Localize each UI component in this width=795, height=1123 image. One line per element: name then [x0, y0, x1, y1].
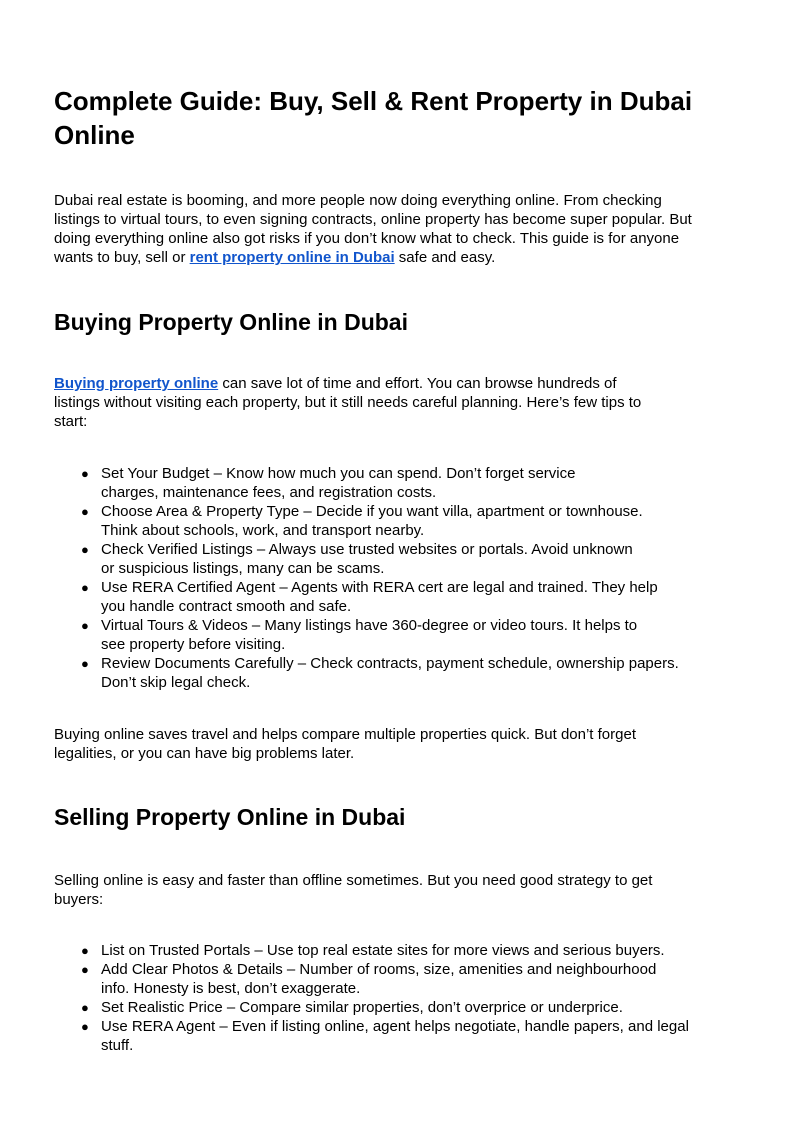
bullet-icon: ● — [81, 618, 89, 633]
list-item-text: Set Realistic Price – Compare similar properties, don’t overprice or underprice. — [101, 999, 623, 1016]
selling-heading: Selling Property Online in Dubai — [54, 804, 406, 830]
list-item-text: Virtual Tours & Videos – Many listings have 360-degree or video tours. It helps to — [101, 617, 638, 634]
bullet-icon: ● — [81, 1019, 89, 1034]
bullet-icon: ● — [81, 466, 89, 481]
bullet-icon: ● — [81, 656, 89, 671]
list-item — [54, 616, 754, 654]
bullet-icon: ● — [81, 542, 89, 557]
list-item — [54, 1017, 754, 1055]
list-item — [54, 464, 754, 502]
intro-line: Dubai real estate is booming, and more people now doing everything online. From checking — [54, 192, 662, 209]
buying-property-online-link[interactable]: Buying property online — [54, 375, 219, 392]
bullet-icon: ● — [81, 580, 89, 595]
list-item-text: Don’t skip legal check. — [101, 674, 251, 691]
list-item — [54, 578, 754, 616]
page-title: Complete Guide: Buy, Sell & Rent Property in Dubai Online — [54, 86, 693, 150]
bullet-icon: ● — [81, 1000, 89, 1015]
list-item-text: see property before visiting. — [101, 636, 286, 653]
intro-text: safe and easy. — [394, 249, 496, 266]
list-item — [54, 654, 754, 692]
buying-tips-list — [54, 464, 754, 692]
list-item — [54, 502, 754, 540]
intro-line: doing everything online also got risks if you don’t know what to check. This guide is for anyone — [54, 230, 680, 247]
intro-paragraph — [54, 191, 744, 267]
buying-intro-paragraph — [54, 374, 744, 431]
list-item-text: Check Verified Listings – Always use trusted websites or portals. Avoid unknown — [101, 541, 633, 558]
list-item — [54, 941, 754, 960]
bullet-icon: ● — [81, 943, 89, 958]
list-item-text: charges, maintenance fees, and registration costs. — [101, 484, 437, 501]
selling-intro-paragraph — [54, 871, 744, 909]
list-item-text: Choose Area & Property Type – Decide if you want villa, apartment or townhouse. — [101, 503, 643, 520]
buying-intro-text: can save lot of time and effort. You can browse hundreds of — [218, 375, 617, 392]
list-item-text: Set Your Budget – Know how much you can spend. Don’t forget service — [101, 465, 576, 482]
list-item-text: you handle contract smooth and safe. — [101, 598, 352, 615]
intro-text: wants to buy, sell or — [54, 249, 190, 266]
list-item — [54, 960, 754, 998]
list-item-text: Think about schools, work, and transport nearby. — [101, 522, 425, 539]
selling-intro-line: buyers: — [54, 891, 104, 908]
list-item-text: Add Clear Photos & Details – Number of rooms, size, amenities and neighbourhood — [101, 961, 657, 978]
intro-line: listings to virtual tours, to even signing contracts, online property has become super popular. But — [54, 211, 692, 228]
bullet-icon: ● — [81, 962, 89, 977]
intro-line — [54, 248, 744, 267]
list-item-text: Use RERA Certified Agent – Agents with RERA cert are legal and trained. They help — [101, 579, 658, 596]
list-item-text: or suspicious listings, many can be scams. — [101, 560, 385, 577]
buying-intro-line: start: — [54, 413, 88, 430]
list-item — [54, 998, 754, 1017]
buying-heading: Buying Property Online in Dubai — [54, 309, 408, 335]
buying-intro-line — [54, 374, 744, 393]
list-item-text: Review Documents Carefully – Check contracts, payment schedule, ownership papers. — [101, 655, 679, 672]
bullet-icon: ● — [81, 504, 89, 519]
list-item-text: List on Trusted Portals – Use top real estate sites for more views and serious buyers. — [101, 942, 665, 959]
buying-outro-line: legalities, or you can have big problems later. — [54, 745, 355, 762]
rent-property-online-link[interactable]: rent property online in Dubai — [189, 249, 395, 266]
list-item-text: stuff. — [101, 1037, 134, 1054]
list-item-text: info. Honesty is best, don’t exaggerate. — [101, 980, 361, 997]
list-item — [54, 540, 754, 578]
selling-intro-line: Selling online is easy and faster than offline sometimes. But you need good strategy to get — [54, 872, 653, 889]
buying-outro-line: Buying online saves travel and helps compare multiple properties quick. But don’t forget — [54, 726, 636, 743]
selling-tips-list — [54, 941, 754, 1055]
buying-intro-line: listings without visiting each property, but it still needs careful planning. Here’s few tips to — [54, 394, 642, 411]
buying-outro-paragraph — [54, 725, 744, 763]
list-item-text: Use RERA Agent – Even if listing online, agent helps negotiate, handle papers, and legal — [101, 1018, 689, 1035]
